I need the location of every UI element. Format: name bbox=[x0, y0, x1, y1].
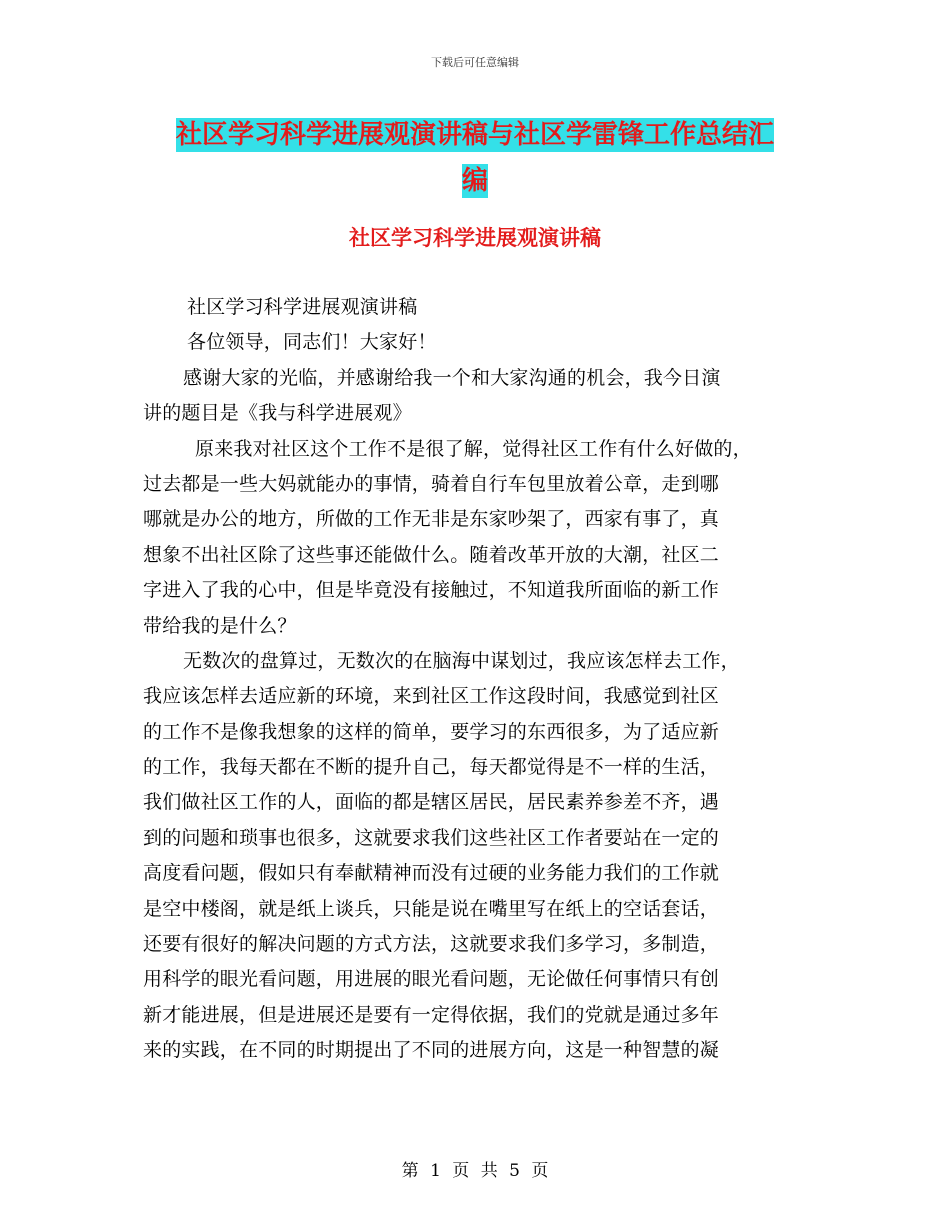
body-line: 原来我对社区这个工作不是很了解，觉得社区工作有什么好做的， bbox=[195, 437, 752, 460]
document-title-line-2 bbox=[0, 158, 950, 204]
title-highlight-1: 社区学习科学进展观演讲稿与社区学雷锋工作总结汇 bbox=[175, 120, 774, 150]
document-title-line-1 bbox=[0, 112, 950, 158]
body-line: 字进入了我的心中，但是毕竟没有接触过，不知道我所面临的新工作 bbox=[143, 579, 720, 602]
body-line: 用科学的眼光看问题，用进展的眼光看问题，无论做任何事情只有创 bbox=[143, 968, 720, 991]
body-line: 的工作不是像我想象的这样的简单，要学习的东西很多，为了适应新 bbox=[143, 720, 720, 743]
body-line: 高度看问题，假如只有奉献精神而没有过硬的业务能力我们的工作就 bbox=[143, 862, 720, 885]
body-line: 新才能进展，但是进展还是要有一定得依据，我们的党就是通过多年 bbox=[143, 1003, 720, 1026]
page-footer: 第 1 页 共 5 页 bbox=[401, 1161, 549, 1181]
document-title bbox=[0, 112, 950, 204]
body-line: 我应该怎样去适应新的环境，来到社区工作这段时间，我感觉到社区 bbox=[143, 685, 720, 708]
body-line: 是空中楼阁，就是纸上谈兵，只能是说在嘴里写在纸上的空话套话， bbox=[143, 897, 720, 920]
body-text bbox=[143, 290, 823, 1069]
body-line: 还要有很好的解决问题的方式方法，这就要求我们多学习，多制造， bbox=[143, 933, 720, 956]
body-line: 无数次的盘算过，无数次的在脑海中谋划过，我应该怎样去工作， bbox=[183, 649, 740, 672]
body-line: 讲的题目是《我与科学进展观》 bbox=[143, 402, 412, 425]
body-line: 感谢大家的光临，并感谢给我一个和大家沟通的机会，我今日演 bbox=[183, 366, 721, 389]
title-highlight-2: 编 bbox=[461, 166, 488, 196]
body-line: 哪就是办公的地方，所做的工作无非是东家吵架了，西家有事了，真 bbox=[143, 508, 720, 531]
body-line: 各位领导，同志们！大家好！ bbox=[187, 331, 437, 354]
body-line: 带给我的是什么？ bbox=[143, 614, 297, 637]
body-line: 来的实践，在不同的时期提出了不同的进展方向，这是一种智慧的凝 bbox=[143, 1039, 720, 1062]
header-note: 下载后可任意编辑 bbox=[431, 56, 519, 69]
body-line: 社区学习科学进展观演讲稿 bbox=[187, 296, 418, 318]
body-line: 到的问题和琐事也很多，这就要求我们这些社区工作者要站在一定的 bbox=[143, 826, 720, 849]
body-line: 想象不出社区除了这些事还能做什么。随着改革开放的大潮，社区二 bbox=[143, 543, 720, 566]
body-line: 我们做社区工作的人，面临的都是辖区居民，居民素养参差不齐，遇 bbox=[143, 791, 720, 814]
body-line: 的工作，我每天都在不断的提升自己，每天都觉得是不一样的生活， bbox=[143, 756, 720, 779]
body-line: 过去都是一些大妈就能办的事情，骑着自行车包里放着公章，走到哪 bbox=[143, 472, 720, 495]
section-title: 社区学习科学进展观演讲稿 bbox=[349, 226, 601, 250]
